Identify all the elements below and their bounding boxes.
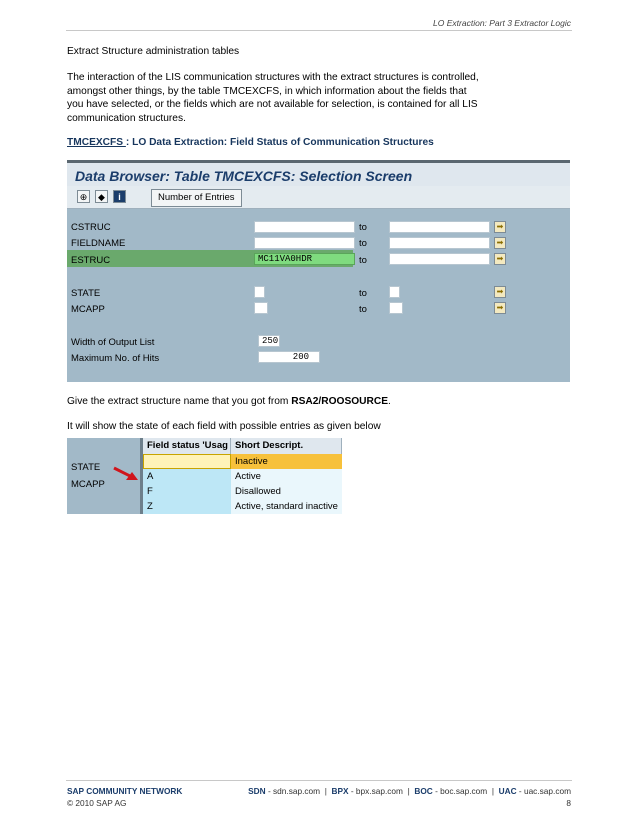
f4-code-cell[interactable]: A <box>143 469 231 484</box>
footer-link-name: BOC <box>414 786 433 796</box>
mcapp-to-input[interactable] <box>389 302 403 314</box>
width-input[interactable]: 250 <box>258 335 280 347</box>
table-description: : LO Data Extraction: Field Status of Communication Structures <box>125 137 434 148</box>
footer-divider <box>66 780 572 781</box>
header-divider <box>66 30 572 31</box>
side-label-mcapp: MCAPP <box>71 479 105 490</box>
running-header: LO Extraction: Part 3 Extractor Logic <box>433 18 571 28</box>
instruction-suffix: . <box>388 396 391 407</box>
field-label-estruc: ESTRUC <box>71 255 111 266</box>
f4-help-screenshot <box>67 438 342 514</box>
f4-desc-cell[interactable]: Inactive <box>231 454 342 469</box>
state-from-input[interactable] <box>254 286 265 298</box>
to-label: to <box>359 288 367 299</box>
f4-code-cell[interactable] <box>143 454 231 469</box>
sap-title-bar <box>67 160 570 186</box>
max-hits-input[interactable]: 200 <box>258 351 320 363</box>
footer-link-url[interactable]: bpx.sap.com <box>355 786 403 796</box>
intro-line: you have selected, or the fields which are not available for selection, is contained for all LIS <box>67 99 478 110</box>
multiple-selection-arrow-icon[interactable]: ➡ <box>494 237 506 249</box>
f4-desc-cell[interactable]: Active, standard inactive <box>231 499 342 514</box>
column-header-field-status[interactable]: Field status 'Usag <box>143 438 231 454</box>
number-of-entries-button[interactable]: Number of Entries <box>151 189 242 207</box>
selection-options-icon[interactable]: ◆ <box>95 190 108 203</box>
f4-code-cell[interactable]: Z <box>143 499 231 514</box>
footer-link-name: SDN <box>248 786 266 796</box>
table-link[interactable]: TMCEXCFS <box>67 137 126 148</box>
sap-selection-screen <box>67 160 570 382</box>
red-arrow-icon <box>112 465 140 483</box>
to-label: to <box>359 304 367 315</box>
show-text: It will show the state of each field with possible entries as given below <box>67 421 381 432</box>
estruc-to-input[interactable] <box>389 253 490 265</box>
mcapp-from-input[interactable] <box>254 302 268 314</box>
execute-icon[interactable]: ⊕ <box>77 190 90 203</box>
field-label-cstruc: CSTRUC <box>71 222 111 233</box>
info-icon[interactable]: i <box>113 190 126 203</box>
to-label: to <box>359 255 367 266</box>
sap-toolbar <box>67 186 570 209</box>
footer-links: SDN - sdn.sap.com | BPX - bpx.sap.com | BOC - boc.sap.com | UAC - uac.sap.com <box>248 786 571 796</box>
f4-desc-cell[interactable]: Active <box>231 469 342 484</box>
width-label: Width of Output List <box>71 337 155 348</box>
footer-link-url[interactable]: boc.sap.com <box>440 786 488 796</box>
page-number: 8 <box>566 798 571 808</box>
footer-link-name: UAC <box>498 786 517 796</box>
cstruc-to-input[interactable] <box>389 221 490 233</box>
instruction-prefix: Give the extract structure name that you got from <box>67 396 292 407</box>
multiple-selection-arrow-icon[interactable]: ➡ <box>494 286 506 298</box>
instruction-transaction: RSA2/ROOSOURCE <box>291 396 389 407</box>
fieldname-from-input[interactable] <box>254 237 355 249</box>
footer-link-url[interactable]: sdn.sap.com <box>273 786 321 796</box>
max-hits-label: Maximum No. of Hits <box>71 353 160 364</box>
field-label-mcapp: MCAPP <box>71 304 105 315</box>
sap-title: Data Browser: Table TMCEXCFS: Selection Screen <box>75 168 413 184</box>
field-label-state: STATE <box>71 288 101 299</box>
table-reference <box>67 136 567 150</box>
intro-line: amongst other things, by the table TMCEXCFS, in which information about the fields that <box>67 85 467 97</box>
section-heading: Extract Structure administration tables <box>67 46 240 57</box>
instruction-text <box>67 395 567 409</box>
f4-desc-cell[interactable]: Disallowed <box>231 484 342 499</box>
estruc-from-input[interactable]: MC11VA0HDR <box>254 253 355 265</box>
f4-value-list <box>140 438 342 514</box>
cstruc-from-input[interactable] <box>254 221 355 233</box>
f4-code-cell[interactable]: F <box>143 484 231 499</box>
footer-link-name: BPX <box>331 786 349 796</box>
state-to-input[interactable] <box>389 286 400 298</box>
side-label-state: STATE <box>71 462 101 473</box>
to-label: to <box>359 222 367 233</box>
multiple-selection-arrow-icon[interactable]: ➡ <box>494 221 506 233</box>
column-header-short-description[interactable]: Short Descript. <box>231 438 342 454</box>
multiple-selection-arrow-icon[interactable]: ➡ <box>494 302 506 314</box>
field-label-fieldname: FIELDNAME <box>71 238 126 249</box>
footer-link-url[interactable]: uac.sap.com <box>523 786 571 796</box>
fieldname-to-input[interactable] <box>389 237 490 249</box>
to-label: to <box>359 238 367 249</box>
footer-copyright: © 2010 SAP AG <box>67 798 127 808</box>
intro-paragraph <box>67 71 507 125</box>
intro-line: The interaction of the LIS communication structures with the extract structures is controlled, <box>67 72 479 83</box>
footer-network: SAP COMMUNITY NETWORK <box>67 786 183 796</box>
multiple-selection-arrow-icon[interactable]: ➡ <box>494 253 506 265</box>
intro-line: communication structures. <box>67 112 186 124</box>
